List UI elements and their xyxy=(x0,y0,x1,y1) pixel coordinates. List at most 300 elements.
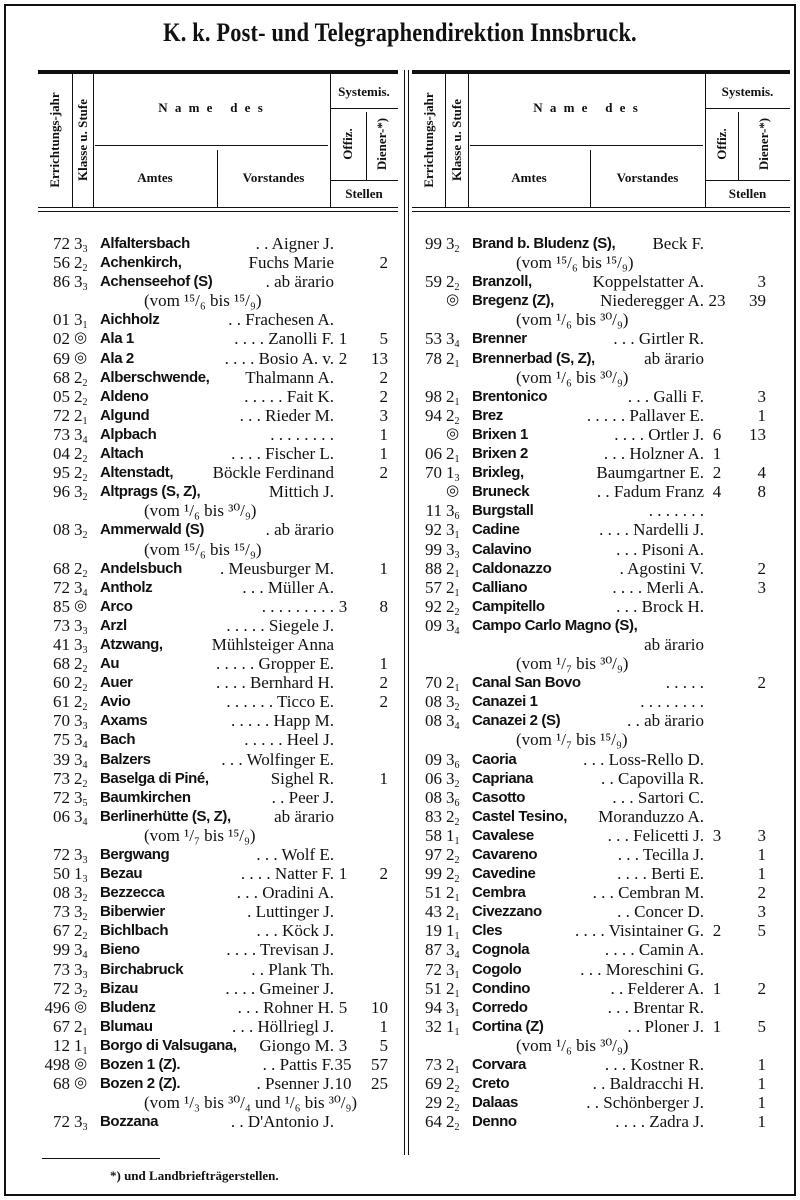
office-head: . . Plank Th. xyxy=(251,959,334,979)
officials-count: 5 xyxy=(338,997,348,1017)
table-row xyxy=(38,1112,402,1134)
establishment-year: 92 xyxy=(425,596,442,616)
class-number: 1 xyxy=(446,921,455,941)
office-head: . . Frachesen A. xyxy=(228,310,334,330)
table-row xyxy=(410,597,790,616)
office-name: Calavino xyxy=(472,540,532,558)
class-number: 3 xyxy=(446,615,455,635)
establishment-year: 99 xyxy=(425,864,442,884)
servants-count: 10 xyxy=(371,997,388,1017)
table-row xyxy=(410,291,790,310)
office-and-head xyxy=(472,673,704,692)
office-head: . . . . . . . . . xyxy=(261,596,334,616)
table-row xyxy=(410,272,790,294)
office-name: Algund xyxy=(100,406,150,424)
class-step: 1 xyxy=(454,358,460,370)
office-name: Bozzana xyxy=(100,1113,159,1131)
table-row xyxy=(38,940,402,962)
office-name: Arco xyxy=(100,597,133,615)
table-row xyxy=(38,807,402,826)
office-name: Borgo di Valsugana, xyxy=(100,1036,237,1054)
office-head: . . . Tecilla J. xyxy=(617,845,704,864)
office-name: Axams xyxy=(100,712,148,730)
table-row xyxy=(38,960,402,979)
table-row xyxy=(410,1112,790,1134)
establishment-year: 09 xyxy=(425,749,442,769)
office-name: Bludenz xyxy=(100,998,156,1016)
table-row xyxy=(38,1017,402,1036)
table-row xyxy=(410,845,790,864)
office-name: Altach xyxy=(100,445,144,463)
class-step: 5 xyxy=(82,797,88,809)
office-and-head xyxy=(472,578,704,597)
class-number: 3 xyxy=(74,634,83,654)
office-head: . . Pattis F. xyxy=(262,1055,334,1075)
officials-count: 6 xyxy=(712,424,722,444)
circled-dot-icon xyxy=(446,425,474,444)
office-name: Campitello xyxy=(472,597,545,615)
officials-count: 2 xyxy=(338,348,348,368)
date-range-text: (vom ¹/₆ bis ³⁰/₉) xyxy=(516,367,629,387)
column-divider xyxy=(404,70,405,1155)
date-range-text: (vom ¹/₇ bis ³⁰/₉) xyxy=(516,654,629,674)
class-number: 2 xyxy=(446,272,455,292)
table-row xyxy=(410,921,790,943)
office-name: Au xyxy=(100,655,120,673)
servants-count: 3 xyxy=(757,272,766,292)
servants-count: 3 xyxy=(757,902,766,922)
class-step: 2 xyxy=(454,244,460,255)
officials-count: 2 xyxy=(712,463,722,483)
establishment-year: 02 xyxy=(53,329,70,349)
office-and-head xyxy=(472,444,704,463)
office-and-head xyxy=(472,329,704,348)
class-number: 3 xyxy=(446,749,455,769)
office-and-head xyxy=(100,368,334,387)
class-number: 2 xyxy=(446,596,455,616)
class-step: 3 xyxy=(82,1122,88,1134)
establishment-year: 73 xyxy=(53,902,70,922)
class-step: 2 xyxy=(82,263,88,275)
establishment-year: 73 xyxy=(53,768,70,788)
office-and-head xyxy=(472,1055,704,1074)
servants-count: 25 xyxy=(371,1074,388,1094)
office-head: . ab ärario xyxy=(265,520,334,540)
class-step: 1 xyxy=(454,835,460,847)
office-head: Sighel R. xyxy=(270,768,334,788)
servants-count: 3 xyxy=(757,825,766,845)
office-head: Mittich J. xyxy=(268,482,334,502)
table-row xyxy=(38,1074,402,1093)
date-range-note xyxy=(410,1036,790,1055)
table-row xyxy=(410,425,790,444)
class-number: ◎ xyxy=(74,349,88,366)
class-number: 2 xyxy=(74,1016,83,1036)
class-number: ◎ xyxy=(74,597,88,614)
office-name: Arzl xyxy=(100,616,127,634)
office-head: Koppelstatter A. xyxy=(592,272,704,292)
class-number: 2 xyxy=(74,253,83,273)
establishment-year: 39 xyxy=(53,749,70,769)
servants-count: 3 xyxy=(757,386,766,406)
class-number: 2 xyxy=(74,692,83,712)
table-row xyxy=(38,597,402,616)
office-name: Dalaas xyxy=(472,1094,518,1112)
class-number: ◎ xyxy=(74,1056,88,1073)
table-row xyxy=(38,616,402,635)
header-offiz: Offiz. xyxy=(713,128,729,160)
class-number: 3 xyxy=(446,692,455,712)
office-name: Branzoll, xyxy=(472,273,532,291)
office-and-head xyxy=(472,788,704,807)
officials-count: 2 xyxy=(712,921,722,941)
office-name: Bruneck xyxy=(472,483,530,501)
table-row xyxy=(38,788,402,807)
office-and-head xyxy=(100,883,334,902)
class-step: 4 xyxy=(82,587,88,599)
date-range-text: (vom ¹/₆ bis ³⁰/₉) xyxy=(516,1035,629,1055)
office-name: Burgstall xyxy=(472,502,534,520)
office-head: . . . Köck J. xyxy=(256,921,334,941)
office-name: Alpbach xyxy=(100,425,157,443)
date-range-note xyxy=(38,1093,402,1112)
class-step: 3 xyxy=(82,969,88,981)
office-head: Thalmann A. xyxy=(245,367,334,387)
establishment-year: 41 xyxy=(53,634,70,654)
office-and-head xyxy=(472,406,704,425)
office-head: Giongo M. xyxy=(259,1035,334,1055)
officials-count: 1 xyxy=(338,329,348,349)
establishment-year: 86 xyxy=(53,272,70,292)
office-head: . . . Holzner A. xyxy=(603,444,704,464)
class-number: 3 xyxy=(446,329,455,349)
class-step: 4 xyxy=(82,434,88,446)
class-number: 2 xyxy=(446,444,455,464)
class-number: 3 xyxy=(446,234,455,253)
servants-count: 1 xyxy=(379,444,388,464)
table-row xyxy=(410,444,790,466)
establishment-year: 08 xyxy=(425,692,442,712)
office-name: Caldonazzo xyxy=(472,559,552,577)
office-name: Altprags (S, Z), xyxy=(100,483,201,501)
office-and-head xyxy=(472,1074,704,1093)
class-step: 6 xyxy=(454,511,460,523)
class-number: 3 xyxy=(74,711,83,731)
table-row xyxy=(410,616,790,635)
class-number: 3 xyxy=(446,940,455,960)
date-range-text: (vom ¹/₆ bis ³⁰/₉) xyxy=(516,310,629,330)
office-and-head xyxy=(100,864,334,883)
class-number: 2 xyxy=(446,1093,455,1113)
header-systemis: Systemis. xyxy=(338,84,390,99)
office-name: Cavalese xyxy=(472,826,534,844)
office-head: . . . . Ortler J. xyxy=(614,424,704,444)
establishment-year: 85 xyxy=(53,596,70,616)
class-step: 1 xyxy=(454,931,460,943)
class-step: 1 xyxy=(454,1065,460,1077)
class-number: 3 xyxy=(74,749,83,769)
office-head: . . . Girtler R. xyxy=(613,329,704,349)
class-number: 2 xyxy=(446,1112,455,1132)
table-row xyxy=(410,329,790,351)
table-row xyxy=(410,940,790,962)
class-number: ◎ xyxy=(74,330,88,347)
header-stellen: Stellen xyxy=(345,186,383,201)
class-number: 2 xyxy=(74,444,83,464)
servants-count: 1 xyxy=(379,768,388,788)
establishment-year: 72 xyxy=(53,787,70,807)
class-step: 1 xyxy=(82,320,88,332)
office-name: Brennerbad (S, Z), xyxy=(472,349,595,367)
class-step: 2 xyxy=(454,606,460,618)
left-column-entries xyxy=(38,234,402,1134)
office-and-head xyxy=(100,1017,334,1036)
class-step: 2 xyxy=(454,1103,460,1115)
class-number: 3 xyxy=(74,978,83,998)
office-name: Birchabruck xyxy=(100,960,184,978)
class-number: 3 xyxy=(74,520,83,540)
table-row xyxy=(410,960,790,979)
office-head: . . . . Camin A. xyxy=(604,940,704,960)
establishment-year: 08 xyxy=(425,711,442,731)
office-head: . . . Wolf E. xyxy=(256,845,334,864)
date-range-note xyxy=(410,654,790,673)
office-name: Alberschwende, xyxy=(100,368,210,386)
officials-count: 35 xyxy=(334,1055,352,1075)
office-head: . . . . Zadra J. xyxy=(615,1112,704,1132)
table-row xyxy=(410,1074,790,1096)
establishment-year: 496 xyxy=(44,997,70,1017)
table-row xyxy=(410,673,790,695)
office-head: . . . . . . . xyxy=(648,501,704,521)
servants-count: 3 xyxy=(757,577,766,597)
class-number: 1 xyxy=(446,1016,455,1036)
office-head: . . . . Gmeiner J. xyxy=(225,978,334,998)
office-head: . . . Felicetti J. xyxy=(607,825,704,845)
servants-count: 2 xyxy=(379,463,388,483)
office-and-head xyxy=(100,272,334,291)
table-row xyxy=(38,921,402,943)
table-row xyxy=(38,444,402,466)
servants-count: 1 xyxy=(379,1016,388,1036)
office-head: . . . Rohner H. xyxy=(237,997,334,1017)
class-step: 2 xyxy=(82,931,88,943)
class-number: ◎ xyxy=(446,292,460,309)
table-row xyxy=(38,425,402,444)
office-head: . . . Loss-Rello D. xyxy=(583,749,704,769)
office-head: . . . Brock H. xyxy=(616,596,704,616)
establishment-year: 09 xyxy=(425,615,442,635)
class-step: 2 xyxy=(454,874,460,886)
office-and-head xyxy=(100,1036,334,1055)
servants-count: 1 xyxy=(757,1074,766,1094)
class-step: 2 xyxy=(82,664,88,676)
office-head: Niederegger A. xyxy=(600,291,704,311)
header-systemis: Systemis. xyxy=(721,84,774,99)
office-name: Berlinerhütte (S, Z), xyxy=(100,807,231,825)
table-row xyxy=(38,711,402,733)
class-number: 2 xyxy=(446,405,455,425)
class-step: 2 xyxy=(82,473,88,485)
header-divider xyxy=(72,74,73,207)
class-number: 3 xyxy=(446,711,455,731)
class-number: 2 xyxy=(74,921,83,941)
establishment-year: 73 xyxy=(53,615,70,635)
office-name: Campo Carlo Magno (S), xyxy=(472,616,638,634)
office-and-head xyxy=(472,540,704,559)
office-and-head xyxy=(100,730,334,749)
office-and-head xyxy=(472,291,704,310)
office-name: Cognola xyxy=(472,941,530,959)
office-and-head xyxy=(100,310,334,329)
table-row xyxy=(410,979,790,998)
office-name: Brixleg, xyxy=(472,464,524,482)
class-step: 2 xyxy=(82,492,88,504)
class-number: 2 xyxy=(446,673,455,693)
table-row xyxy=(410,387,790,406)
office-head: . . . . Visintainer G. xyxy=(575,921,704,941)
office-name: Avio xyxy=(100,693,131,711)
office-and-head xyxy=(100,482,334,501)
table-row xyxy=(38,559,402,578)
office-and-head xyxy=(472,826,704,845)
establishment-year: 11 xyxy=(425,501,442,521)
office-head: . . Aigner J. xyxy=(255,234,334,253)
servants-count: 3 xyxy=(379,405,388,425)
circled-dot-icon xyxy=(74,349,102,368)
servants-count: 1 xyxy=(757,405,766,425)
office-head: . . Ploner J. xyxy=(627,1016,704,1036)
office-name: Brentonico xyxy=(472,387,548,405)
date-range-note xyxy=(410,730,790,749)
office-name: Cles xyxy=(472,922,503,940)
office-name: Biberwier xyxy=(100,903,165,921)
servants-count: 1 xyxy=(379,424,388,444)
establishment-year: 73 xyxy=(425,1055,442,1075)
class-number: 2 xyxy=(446,386,455,406)
office-name: Bieno xyxy=(100,941,140,959)
table-row xyxy=(38,406,402,425)
header-diener: Diener-*) xyxy=(756,117,771,171)
office-head: . . . Cembran M. xyxy=(592,883,704,903)
establishment-year: 01 xyxy=(53,310,70,330)
office-name: Ammerwald (S) xyxy=(100,521,204,539)
office-and-head xyxy=(472,998,704,1017)
establishment-year: 72 xyxy=(53,405,70,425)
class-number: 2 xyxy=(74,405,83,425)
class-step: 2 xyxy=(82,454,88,466)
office-name: Bezau xyxy=(100,865,143,883)
office-name: Casotto xyxy=(472,788,526,806)
class-number: 2 xyxy=(446,806,455,826)
office-name: Bozen 2 (Z). xyxy=(100,1075,181,1093)
establishment-year: 08 xyxy=(53,883,70,903)
table-row xyxy=(38,730,402,752)
table-row xyxy=(410,1055,790,1077)
class-step: 1 xyxy=(82,1045,88,1057)
header-name-group: N a m e d e s xyxy=(158,100,265,115)
office-and-head xyxy=(472,769,704,788)
table-row xyxy=(38,654,402,676)
class-step: 4 xyxy=(82,759,88,771)
header-class: Klasse u. Stufe xyxy=(74,99,90,181)
table-row xyxy=(38,979,402,998)
office-head: . . . . Bernhard H. xyxy=(215,673,334,693)
office-and-head xyxy=(100,1074,334,1093)
establishment-year: 83 xyxy=(425,806,442,826)
class-number: 3 xyxy=(74,787,83,807)
office-name: Atzwang, xyxy=(100,635,163,653)
office-head xyxy=(641,616,704,635)
officials-count: 3 xyxy=(338,596,348,616)
class-step: 2 xyxy=(82,683,88,695)
class-number: 2 xyxy=(446,1074,455,1094)
office-name: Bizau xyxy=(100,979,139,997)
office-head: . . . . . Gropper E. xyxy=(215,654,334,674)
office-name: Altenstadt, xyxy=(100,464,174,482)
servants-count: 2 xyxy=(379,253,388,273)
table-row xyxy=(410,1017,790,1036)
establishment-year: 68 xyxy=(53,1074,70,1094)
office-head: . Luttinger J. xyxy=(247,902,334,922)
office-name: Bergwang xyxy=(100,846,170,863)
office-head: . . . . . . . . xyxy=(640,692,704,712)
class-step: 2 xyxy=(454,1122,460,1134)
class-step: 1 xyxy=(454,568,460,580)
class-step: 1 xyxy=(454,893,460,905)
office-head: . . ab ärario xyxy=(627,711,704,731)
office-name: Canazei 1 xyxy=(472,693,538,711)
servants-count: 1 xyxy=(757,1112,766,1132)
establishment-year: 72 xyxy=(425,959,442,979)
office-and-head xyxy=(100,960,334,979)
table-row xyxy=(38,673,402,695)
office-name: Baselga di Piné, xyxy=(100,769,209,787)
class-step: 2 xyxy=(82,530,88,542)
office-and-head xyxy=(472,387,704,406)
class-number: 3 xyxy=(74,615,83,635)
class-step: 2 xyxy=(454,282,460,294)
office-and-head xyxy=(100,654,334,673)
office-name: Brixen 1 xyxy=(472,425,528,443)
establishment-year: 92 xyxy=(425,520,442,540)
table-row xyxy=(38,368,402,387)
header-year: Errichtungs-jahr xyxy=(420,92,436,188)
establishment-year: 88 xyxy=(425,558,442,578)
office-head: . . . . . Siegele J. xyxy=(226,615,334,635)
establishment-year: 43 xyxy=(425,902,442,922)
servants-count: 2 xyxy=(379,692,388,712)
table-row xyxy=(410,902,790,924)
office-and-head xyxy=(472,1112,704,1131)
class-step: 1 xyxy=(454,587,460,599)
servants-count: 2 xyxy=(379,864,388,884)
office-head: . . . Moreschini G. xyxy=(580,959,704,979)
header-divider xyxy=(330,180,398,181)
class-step: 1 xyxy=(82,415,88,427)
class-number: 3 xyxy=(74,806,83,826)
office-name: Brez xyxy=(472,406,503,424)
class-step: 4 xyxy=(454,950,460,962)
table-row xyxy=(410,482,790,501)
office-and-head xyxy=(100,406,334,425)
office-name: Andelsbuch xyxy=(100,559,182,577)
office-name: Bregenz (Z), xyxy=(472,292,554,310)
class-step: 1 xyxy=(454,1026,460,1038)
office-head: Beck F. xyxy=(652,234,704,253)
establishment-year: 70 xyxy=(425,673,442,693)
office-name: Balzers xyxy=(100,750,151,768)
